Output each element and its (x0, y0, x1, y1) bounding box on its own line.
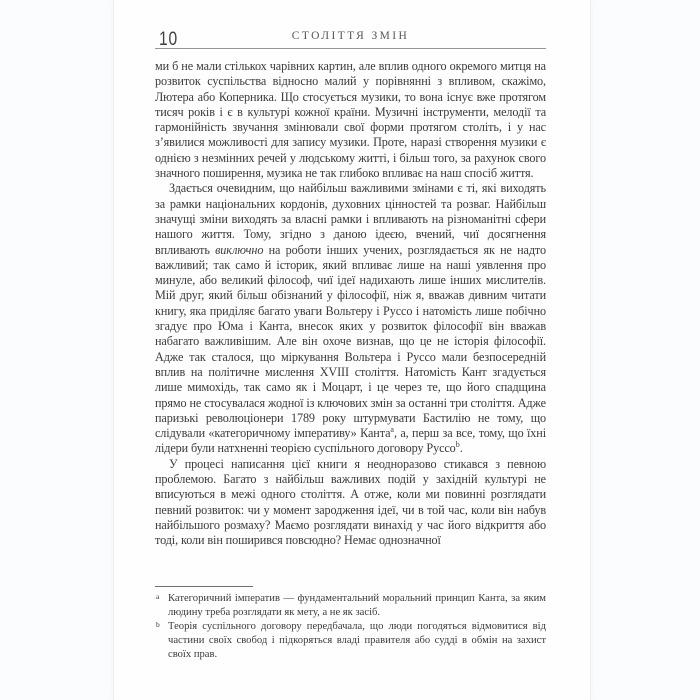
body-text (155, 59, 546, 581)
footnote-text-a: Категоричний імператив — фундаментальний моральний принцип Канта, за яким людину треба розглядати як мету, а не як засіб. (168, 593, 546, 618)
footnote-marker-b: b (156, 620, 160, 630)
italic-word: виключно (215, 242, 264, 257)
page-number: 10 (159, 29, 178, 50)
book-page (113, 0, 591, 700)
footnote-marker-a: a (156, 592, 160, 601)
page-header (155, 0, 546, 49)
footnote-rule (155, 586, 253, 587)
paragraph-2-text: Здається очевидним, що найбільш важливими змінами є ті, які виходять за рамки національних кордонів, духовних цінностей та розваг. Найбільш значущі зміни виходять за власні рамки і впливають на різноманітні сфери нашого життя. Тому, згідно з даною ідеєю, вчений, чиї досягнення впливають (155, 181, 546, 257)
paragraph-2-text: на роботи інших учених, розглядається як не надто важливий; так само й історик, який впливає лише на наші уявлення про минуле, або великий філософ, чиї ідеї надихають лише інших мислителів. Мій друг, який більш обізнаний у філософії, ніж я, вважав дивним читати книгу, яка приділяє багато уваги Вольтеру і Руссо і натомість лише побічно згадує про Юма і Канта, внесок яких у розвиток філософії він вважав набагато важливішим. Але він охоче визнав, що це не історія філософії. Адже так сталося, що міркування Вольтера і Руссо мали безпосередній вплив на політичне мислення XVIII століття. Натомість Кант згадується лише мимохідь, так само як і Моцарт, і це через те, що його спадщина прямо не стосувалася жодної із ключових змін за останні три століття. Адже паризькі революціонери 1789 року штурмувати Бастилію не тому, що слідували «категоричному імперативу» Канта (155, 242, 546, 441)
paragraph-2 (155, 181, 546, 456)
paragraph-1: ми б не мали стількох чарівних картин, але вплив одного окремого митця на розвиток суспільства відносно малий у порівнянні з впливом, скажімо, Лютера або Коперника. Що стосується музики, то вона існує вже протягом тисяч років і є в культурі кожної країни. Музичні інструменти, мелодії та гармонійність звучання змінювали свої форми протягом століть, і у нас з’явилися можливості для запису музики. Проте, наразі створення музики є однією з незмінних речей у людському житті, і більш того, за рахунок свого значного поширення, музика не так глибоко впливає на наш спосіб життя. (155, 59, 546, 181)
paragraph-3: У процесі написання цієї книги я неодноразово стикався з певною проблемою. Багато з найбільш важливих подій у західній культурі не вписуються в межі одного століття. А отже, коли ми повинні розглядати певний розвиток: чи у момент зародження ідеї, чи в той час, коли він набув найбільшого розмаху? Маємо розглядати винахід у час його відкриття або тоді, коли він поширився повсюдно? Немає однозначної (155, 456, 546, 548)
footnote-ref-b: b (455, 440, 460, 450)
footnote-a (155, 592, 546, 619)
footnote-b (155, 620, 546, 661)
paragraph-2-text: . (459, 441, 463, 456)
footnotes (155, 586, 546, 663)
footnote-ref-a: a (390, 425, 394, 435)
footnote-text-b: Теорія суспільного договору передбачала, що люди погодяться відмовитися від частини своїх свобод і підкоряться владі правителя або судді в обмін на захист своїх прав. (168, 621, 546, 660)
running-head: СТОЛІТТЯ ЗМІН (291, 30, 410, 42)
paragraph-2-text: , а, перш за все, тому, що їхні лідери були натхненні теорією суспільного договору Руссо (155, 426, 546, 456)
